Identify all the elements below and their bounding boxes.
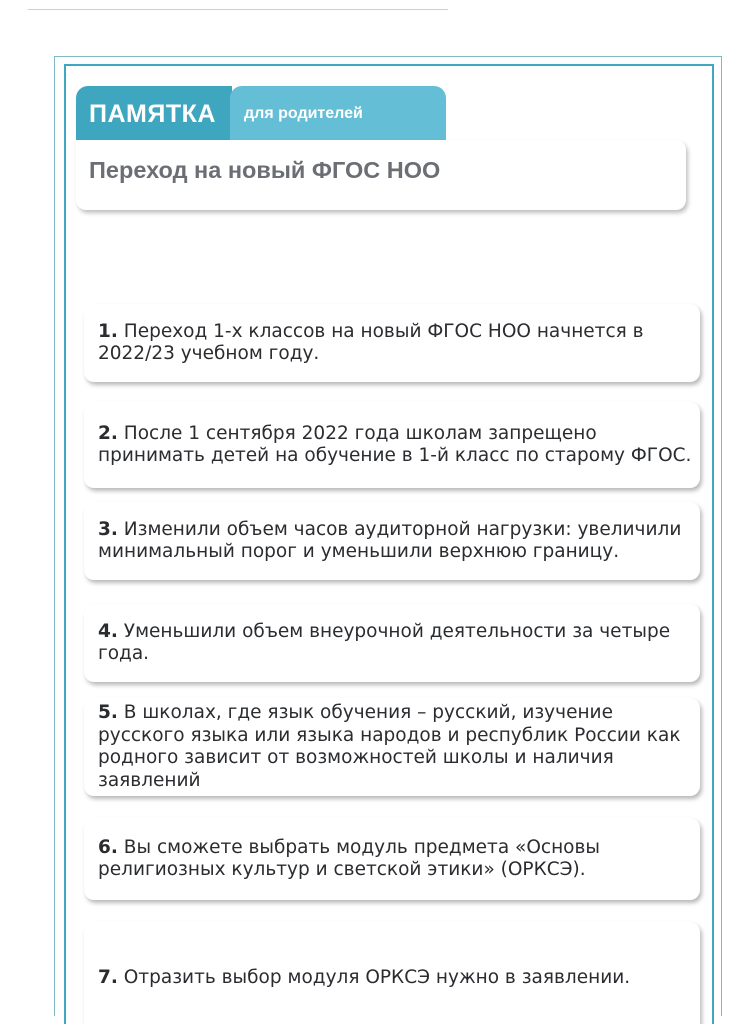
title-card <box>76 140 686 210</box>
item-text: Вы сможете выбрать модуль предмета «Основы религиозных культур и светской этики» (ОРКСЭ). <box>98 836 601 880</box>
item-number: 1. <box>98 320 118 342</box>
list-item <box>84 502 700 580</box>
item-number: 2. <box>98 422 118 444</box>
item-text: После 1 сентября 2022 года школам запрещено принимать детей на обучение в 1-й класс по старому ФГОС. <box>98 422 692 466</box>
list-item <box>84 402 700 488</box>
scan-artifact-line <box>28 9 448 10</box>
item-text: Переход 1-х классов на новый ФГОС НОО начнется в 2022/23 учебном году. <box>98 320 644 364</box>
list-item <box>84 922 700 1024</box>
list-item <box>84 698 700 796</box>
audience-tab-label: для родителей <box>244 105 363 122</box>
item-number: 4. <box>98 620 118 642</box>
item-number: 5. <box>98 702 118 723</box>
page-title: Переход на новый ФГОС НОО <box>89 156 441 183</box>
memo-tab <box>76 86 232 142</box>
item-text: В школах, где язык обучения – русский, изучение русского языка или языка народов и республик России как родного зависит от возможностей школы и наличия заявлений <box>98 702 681 791</box>
list-item <box>84 304 700 382</box>
memo-tab-label: ПАМЯТКА <box>89 99 216 128</box>
item-number: 7. <box>98 966 118 988</box>
item-text: Изменили объем часов аудиторной нагрузки: увеличили минимальный порог и уменьшили верхнюю границу. <box>98 518 682 562</box>
item-text: Отразить выбор модуля ОРКСЭ нужно в заявлении. <box>123 966 631 988</box>
item-text: Уменьшили объем внеурочной деятельности за четыре года. <box>98 620 671 664</box>
list-item <box>84 818 700 900</box>
audience-tab <box>230 86 446 142</box>
item-number: 3. <box>98 518 118 540</box>
list-item <box>84 604 700 682</box>
item-number: 6. <box>98 836 118 858</box>
